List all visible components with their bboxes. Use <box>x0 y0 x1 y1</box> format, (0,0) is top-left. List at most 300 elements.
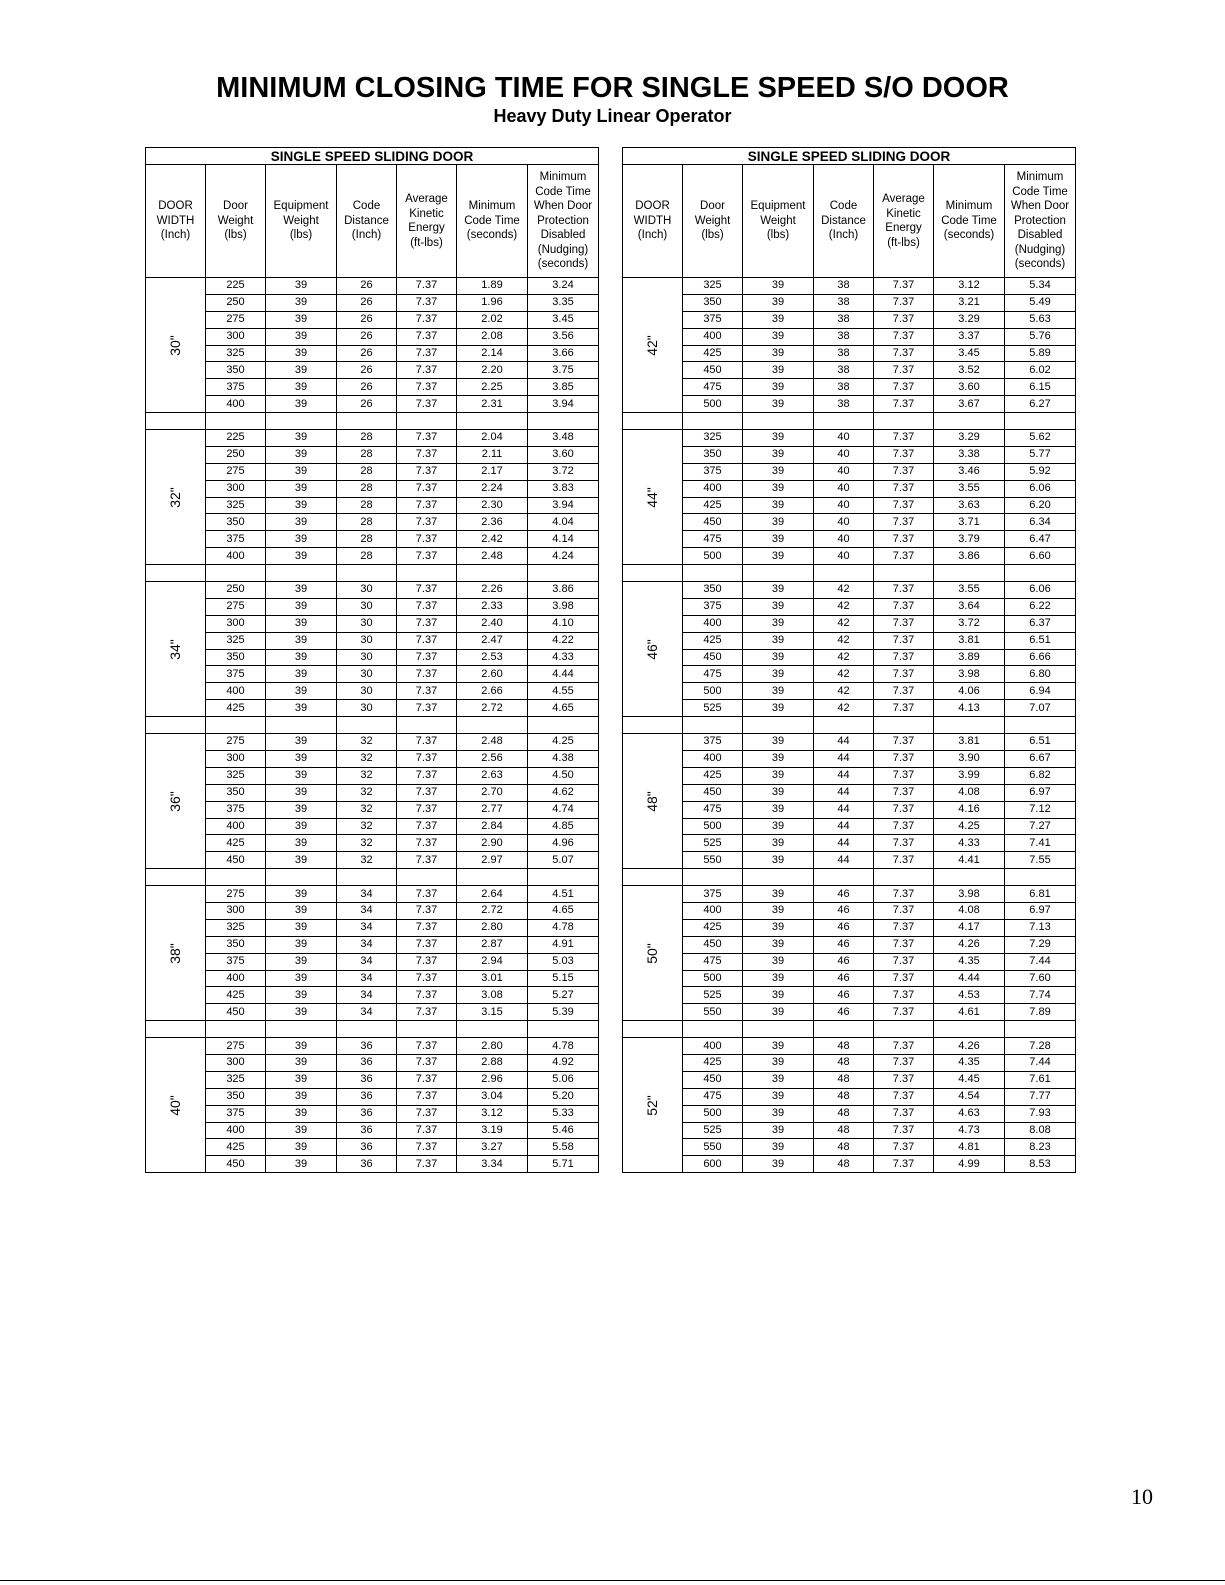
table-cell: 46 <box>814 919 874 936</box>
table-cell: 48 <box>814 1105 874 1122</box>
table-cell: 450 <box>683 784 743 801</box>
table-cell: 46 <box>814 886 874 903</box>
table-cell: 7.37 <box>874 835 934 852</box>
table-cell: 7.27 <box>1005 818 1076 835</box>
table-cell: 4.35 <box>934 1054 1005 1071</box>
table-cell: 26 <box>337 379 397 396</box>
table-cell: 300 <box>206 328 266 345</box>
table-row <box>623 328 1076 345</box>
table-cell: 39 <box>266 649 337 666</box>
table-cell: 550 <box>683 1139 743 1156</box>
table-cell: 7.37 <box>874 615 934 632</box>
table-cell: 7.37 <box>874 1105 934 1122</box>
table-cell: 39 <box>743 750 814 767</box>
table-cell: 38 <box>814 294 874 311</box>
table-cell: 39 <box>743 801 814 818</box>
table-cell: 7.37 <box>397 1105 457 1122</box>
table-cell: 250 <box>206 446 266 463</box>
table-cell: 4.54 <box>934 1088 1005 1105</box>
table-cell: 450 <box>683 514 743 531</box>
table-cell: 7.37 <box>397 497 457 514</box>
table-cell: 275 <box>206 886 266 903</box>
table-cell: 39 <box>266 987 337 1004</box>
table-cell: 30 <box>337 700 397 717</box>
table-row <box>146 852 599 869</box>
table-cell: 39 <box>266 1071 337 1088</box>
table-cell: 4.22 <box>528 632 599 649</box>
table-cell: 3.19 <box>457 1122 528 1139</box>
table-cell: 6.47 <box>1005 531 1076 548</box>
table-cell: 39 <box>266 666 337 683</box>
table-cell: 475 <box>683 801 743 818</box>
table-cell: 3.81 <box>934 632 1005 649</box>
table-cell: 5.20 <box>528 1088 599 1105</box>
table-cell: 6.06 <box>1005 480 1076 497</box>
table-cell: 36 <box>337 1088 397 1105</box>
table-cell: 7.37 <box>397 598 457 615</box>
table-cell: 3.21 <box>934 294 1005 311</box>
table-cell: 30 <box>337 582 397 599</box>
table-cell: 375 <box>683 463 743 480</box>
table-cell: 2.96 <box>457 1071 528 1088</box>
table-cell: 30 <box>337 649 397 666</box>
table-cell: 40 <box>814 514 874 531</box>
table-cell: 39 <box>743 835 814 852</box>
table-cell: 39 <box>266 936 337 953</box>
table-cell: 2.02 <box>457 311 528 328</box>
column-header: DOOR WIDTH (Inch) <box>146 165 206 278</box>
door-width-label <box>623 734 683 869</box>
table-row <box>623 463 1076 480</box>
table-cell: 4.85 <box>528 818 599 835</box>
column-header: Door Weight (lbs) <box>206 165 266 278</box>
table-cell: 5.76 <box>1005 328 1076 345</box>
table-cell: 39 <box>743 379 814 396</box>
table-cell: 425 <box>206 835 266 852</box>
table-cell: 32 <box>337 835 397 852</box>
table-cell: 39 <box>743 430 814 447</box>
table-cell: 39 <box>743 294 814 311</box>
door-width-label <box>623 430 683 565</box>
table-row <box>146 666 599 683</box>
table-cell: 38 <box>814 328 874 345</box>
table-cell: 40 <box>814 430 874 447</box>
table-cell: 375 <box>206 379 266 396</box>
table-row <box>146 750 599 767</box>
table-cell: 40 <box>814 531 874 548</box>
table-cell: 450 <box>683 362 743 379</box>
table-cell: 5.89 <box>1005 345 1076 362</box>
group-spacer-row <box>146 413 599 430</box>
table-cell: 4.92 <box>528 1054 599 1071</box>
table-cell: 46 <box>814 936 874 953</box>
table-cell: 350 <box>683 582 743 599</box>
table-cell: 48 <box>814 1054 874 1071</box>
table-cell: 2.80 <box>457 919 528 936</box>
table-cell: 7.37 <box>397 582 457 599</box>
column-header: Minimum Code Time When Door Protection Disabled (Nudging) (seconds) <box>528 165 599 278</box>
table-cell: 7.37 <box>874 767 934 784</box>
table-row <box>146 1156 599 1173</box>
door-width-text: 36" <box>166 790 183 812</box>
table-cell: 425 <box>206 987 266 1004</box>
table-cell: 7.37 <box>874 886 934 903</box>
table-cell: 39 <box>743 311 814 328</box>
table-cell: 250 <box>206 582 266 599</box>
table-cell: 7.37 <box>874 1122 934 1139</box>
table-cell: 48 <box>814 1156 874 1173</box>
table-cell: 450 <box>206 852 266 869</box>
table-cell: 3.99 <box>934 767 1005 784</box>
table-row <box>623 311 1076 328</box>
table-cell: 7.37 <box>874 278 934 295</box>
table-cell: 40 <box>814 463 874 480</box>
table-cell: 325 <box>206 767 266 784</box>
table-cell: 44 <box>814 801 874 818</box>
table-cell: 4.08 <box>934 902 1005 919</box>
table-cell: 2.53 <box>457 649 528 666</box>
table-cell: 7.37 <box>397 886 457 903</box>
table-cell: 500 <box>683 1105 743 1122</box>
table-row <box>146 1054 599 1071</box>
table-row <box>146 379 599 396</box>
table-row <box>146 700 599 717</box>
group-spacer-row <box>623 565 1076 582</box>
table-row <box>146 1004 599 1021</box>
table-cell: 39 <box>743 767 814 784</box>
table-cell: 34 <box>337 902 397 919</box>
table-cell: 4.14 <box>528 531 599 548</box>
table-row <box>146 311 599 328</box>
table-cell: 42 <box>814 683 874 700</box>
table-cell: 4.91 <box>528 936 599 953</box>
table-cell: 39 <box>266 480 337 497</box>
table-cell: 6.51 <box>1005 734 1076 751</box>
table-cell: 425 <box>683 345 743 362</box>
table-cell: 450 <box>683 1071 743 1088</box>
table-cell: 4.26 <box>934 936 1005 953</box>
table-cell: 39 <box>266 1139 337 1156</box>
table-cell: 39 <box>266 582 337 599</box>
table-cell: 375 <box>683 598 743 615</box>
table-cell: 275 <box>206 311 266 328</box>
table-cell: 7.37 <box>397 480 457 497</box>
door-width-text: 40" <box>166 1094 183 1116</box>
table-cell: 2.87 <box>457 936 528 953</box>
table-cell: 39 <box>743 531 814 548</box>
table-cell: 3.46 <box>934 463 1005 480</box>
table-cell: 26 <box>337 362 397 379</box>
table-cell: 375 <box>683 734 743 751</box>
table-cell: 46 <box>814 953 874 970</box>
table-row <box>146 514 599 531</box>
table-row <box>146 531 599 548</box>
table-cell: 8.53 <box>1005 1156 1076 1173</box>
table-row <box>146 446 599 463</box>
table-cell: 4.06 <box>934 683 1005 700</box>
table-cell: 7.37 <box>874 750 934 767</box>
table-cell: 39 <box>743 598 814 615</box>
table-cell: 3.38 <box>934 446 1005 463</box>
table-cell: 5.03 <box>528 953 599 970</box>
table-cell: 34 <box>337 1004 397 1021</box>
table-cell: 475 <box>683 379 743 396</box>
door-width-label <box>146 1038 206 1173</box>
table-cell: 5.27 <box>528 987 599 1004</box>
group-spacer-row <box>623 413 1076 430</box>
table-cell: 39 <box>266 278 337 295</box>
table-cell: 7.37 <box>874 919 934 936</box>
table-cell: 48 <box>814 1122 874 1139</box>
table-cell: 39 <box>266 835 337 852</box>
table-cell: 225 <box>206 278 266 295</box>
column-header: Minimum Code Time (seconds) <box>934 165 1005 278</box>
table-row <box>623 615 1076 632</box>
table-cell: 525 <box>683 987 743 1004</box>
table-cell: 4.25 <box>934 818 1005 835</box>
table-cell: 42 <box>814 615 874 632</box>
table-cell: 7.37 <box>397 818 457 835</box>
table-cell: 4.99 <box>934 1156 1005 1173</box>
table-cell: 3.27 <box>457 1139 528 1156</box>
table-cell: 7.37 <box>397 446 457 463</box>
table-cell: 3.81 <box>934 734 1005 751</box>
table-cell: 7.37 <box>397 632 457 649</box>
table-cell: 7.37 <box>397 700 457 717</box>
door-width-text: 44" <box>643 486 660 508</box>
table-cell: 7.60 <box>1005 970 1076 987</box>
table-row <box>146 582 599 599</box>
table-cell: 39 <box>266 615 337 632</box>
table-cell: 39 <box>743 345 814 362</box>
table-cell: 350 <box>206 649 266 666</box>
table-cell: 7.37 <box>874 700 934 717</box>
table-cell: 6.67 <box>1005 750 1076 767</box>
table-caption: SINGLE SPEED SLIDING DOOR <box>146 148 599 165</box>
table-cell: 38 <box>814 396 874 413</box>
table-row <box>146 632 599 649</box>
table-cell: 5.58 <box>528 1139 599 1156</box>
table-cell: 2.47 <box>457 632 528 649</box>
table-cell: 7.44 <box>1005 953 1076 970</box>
column-header: Average Kinetic Energy (ft-lbs) <box>397 165 457 278</box>
table-row <box>623 1054 1076 1071</box>
table-cell: 7.37 <box>397 919 457 936</box>
table-row <box>623 1105 1076 1122</box>
table-cell: 3.48 <box>528 430 599 447</box>
table-cell: 7.37 <box>874 1054 934 1071</box>
table-cell: 30 <box>337 632 397 649</box>
table-cell: 2.30 <box>457 497 528 514</box>
table-cell: 39 <box>743 970 814 987</box>
group-spacer-row <box>623 717 1076 734</box>
column-header: Code Distance (Inch) <box>337 165 397 278</box>
table-cell: 30 <box>337 666 397 683</box>
table-cell: 28 <box>337 463 397 480</box>
table-cell: 39 <box>743 919 814 936</box>
table-cell: 2.66 <box>457 683 528 700</box>
table-cell: 7.37 <box>874 345 934 362</box>
table-cell: 8.23 <box>1005 1139 1076 1156</box>
table-row <box>146 1071 599 1088</box>
table-cell: 3.04 <box>457 1088 528 1105</box>
door-width-label <box>146 430 206 565</box>
table-cell: 44 <box>814 750 874 767</box>
table-cell: 36 <box>337 1122 397 1139</box>
table-row <box>146 430 599 447</box>
table-cell: 39 <box>266 683 337 700</box>
table-row <box>146 784 599 801</box>
table-cell: 39 <box>266 514 337 531</box>
table-cell: 2.08 <box>457 328 528 345</box>
table-cell: 4.24 <box>528 548 599 565</box>
door-width-label <box>623 278 683 413</box>
table-cell: 32 <box>337 767 397 784</box>
table-cell: 38 <box>814 311 874 328</box>
table-cell: 4.65 <box>528 902 599 919</box>
door-width-text: 30" <box>166 334 183 356</box>
table-cell: 375 <box>206 1105 266 1122</box>
table-cell: 30 <box>337 683 397 700</box>
table-cell: 38 <box>814 345 874 362</box>
table-cell: 400 <box>683 902 743 919</box>
table-cell: 3.90 <box>934 750 1005 767</box>
table-cell: 3.45 <box>934 345 1005 362</box>
page-subtitle: Heavy Duty Linear Operator <box>493 106 732 126</box>
table-cell: 6.06 <box>1005 582 1076 599</box>
table-cell: 325 <box>206 632 266 649</box>
table-cell: 39 <box>743 278 814 295</box>
table-cell: 3.86 <box>934 548 1005 565</box>
table-cell: 39 <box>266 902 337 919</box>
table-row <box>623 666 1076 683</box>
table-cell: 34 <box>337 970 397 987</box>
table-cell: 7.37 <box>397 1122 457 1139</box>
table-cell: 400 <box>206 970 266 987</box>
table-cell: 3.67 <box>934 396 1005 413</box>
table-cell: 6.80 <box>1005 666 1076 683</box>
table-cell: 3.45 <box>528 311 599 328</box>
table-cell: 425 <box>683 919 743 936</box>
table-row <box>146 1038 599 1055</box>
table-cell: 350 <box>206 514 266 531</box>
table-cell: 500 <box>683 396 743 413</box>
table-cell: 3.72 <box>934 615 1005 632</box>
table-cell: 39 <box>266 345 337 362</box>
table-cell: 40 <box>814 497 874 514</box>
table-cell: 400 <box>683 1038 743 1055</box>
table-cell: 425 <box>683 767 743 784</box>
table-row <box>623 734 1076 751</box>
table-row <box>623 835 1076 852</box>
table-cell: 6.97 <box>1005 902 1076 919</box>
table-cell: 44 <box>814 767 874 784</box>
table-cell: 4.35 <box>934 953 1005 970</box>
table-cell: 39 <box>266 919 337 936</box>
table-cell: 2.48 <box>457 734 528 751</box>
table-cell: 44 <box>814 734 874 751</box>
table-cell: 39 <box>266 497 337 514</box>
table-cell: 32 <box>337 818 397 835</box>
door-width-label <box>146 582 206 717</box>
table-cell: 39 <box>266 784 337 801</box>
table-cell: 39 <box>743 987 814 1004</box>
table-cell: 4.25 <box>528 734 599 751</box>
table-row <box>146 1105 599 1122</box>
table-cell: 7.37 <box>397 970 457 987</box>
table-cell: 7.37 <box>397 750 457 767</box>
table-cell: 275 <box>206 1038 266 1055</box>
table-cell: 600 <box>683 1156 743 1173</box>
table-row <box>623 936 1076 953</box>
table-cell: 7.37 <box>397 1054 457 1071</box>
table-cell: 7.37 <box>874 683 934 700</box>
table-cell: 3.15 <box>457 1004 528 1021</box>
table-cell: 7.37 <box>397 767 457 784</box>
table-cell: 39 <box>743 514 814 531</box>
table-cell: 4.50 <box>528 767 599 784</box>
table-row <box>623 379 1076 396</box>
table-cell: 4.16 <box>934 801 1005 818</box>
table-row <box>623 1156 1076 1173</box>
table-cell: 2.72 <box>457 700 528 717</box>
table-cell: 7.37 <box>397 683 457 700</box>
table-cell: 325 <box>683 430 743 447</box>
table-cell: 425 <box>683 632 743 649</box>
table-cell: 7.37 <box>397 430 457 447</box>
table-cell: 375 <box>683 311 743 328</box>
table-cell: 7.37 <box>874 379 934 396</box>
table-cell: 375 <box>206 666 266 683</box>
table-cell: 39 <box>266 801 337 818</box>
table-cell: 5.39 <box>528 1004 599 1021</box>
table-cell: 375 <box>206 531 266 548</box>
table-cell: 7.37 <box>397 784 457 801</box>
table-cell: 39 <box>266 1156 337 1173</box>
table-cell: 2.80 <box>457 1038 528 1055</box>
table-cell: 7.37 <box>874 649 934 666</box>
table-cell: 30 <box>337 598 397 615</box>
table-cell: 7.37 <box>397 362 457 379</box>
table-cell: 28 <box>337 514 397 531</box>
table-cell: 7.37 <box>397 531 457 548</box>
table-cell: 4.44 <box>528 666 599 683</box>
table-cell: 5.07 <box>528 852 599 869</box>
table-cell: 39 <box>743 936 814 953</box>
table-cell: 46 <box>814 902 874 919</box>
table-cell: 2.84 <box>457 818 528 835</box>
table-cell: 500 <box>683 683 743 700</box>
table-cell: 7.37 <box>397 666 457 683</box>
table-cell: 32 <box>337 784 397 801</box>
table-cell: 7.37 <box>874 970 934 987</box>
table-row <box>146 362 599 379</box>
table-cell: 39 <box>743 1054 814 1071</box>
table-cell: 3.79 <box>934 531 1005 548</box>
table-cell: 4.44 <box>934 970 1005 987</box>
table-cell: 4.65 <box>528 700 599 717</box>
table-cell: 6.20 <box>1005 497 1076 514</box>
door-width-label <box>623 886 683 1021</box>
table-cell: 2.70 <box>457 784 528 801</box>
table-row <box>623 801 1076 818</box>
table-cell: 7.37 <box>874 480 934 497</box>
table-row <box>623 700 1076 717</box>
table-cell: 4.45 <box>934 1071 1005 1088</box>
table-cell: 525 <box>683 1122 743 1139</box>
table-row <box>146 649 599 666</box>
table-cell: 2.04 <box>457 430 528 447</box>
